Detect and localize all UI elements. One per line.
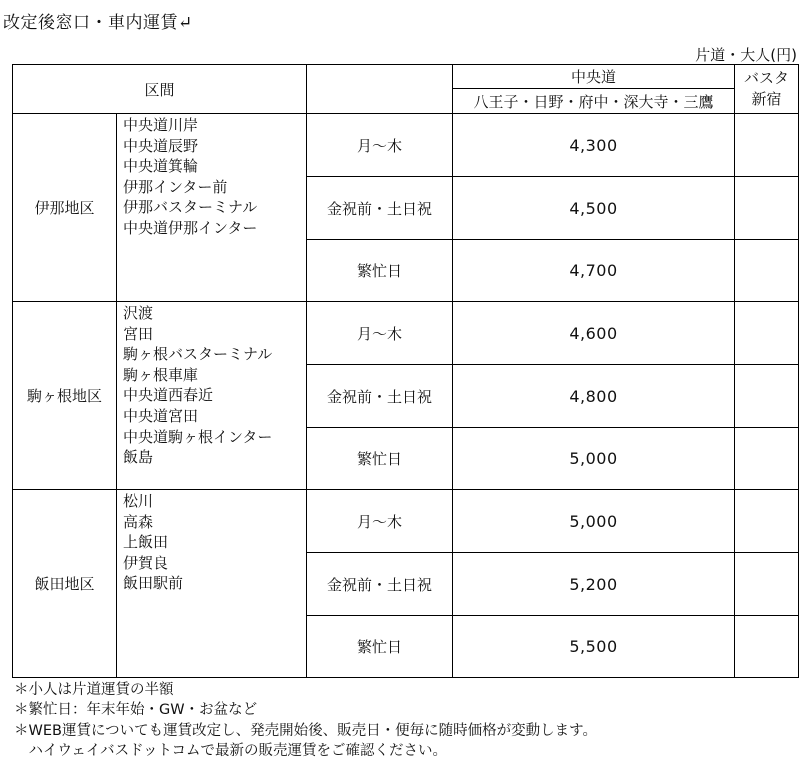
stop-name: 中央道駒ヶ根インター — [123, 427, 273, 446]
region-stops — [117, 302, 307, 490]
note-line: ＊繁忙日：年末年始・GW・お盆など — [14, 702, 258, 719]
fare-table — [12, 64, 799, 678]
fare-price: 5,200 — [453, 553, 735, 616]
basta-fare — [735, 490, 799, 553]
stop-name: 伊賀良 — [123, 553, 169, 572]
basta-fare — [735, 302, 799, 365]
note-line: ＊小人は片道運賃の半額 — [14, 682, 174, 698]
day-type: 繁忙日 — [307, 428, 453, 490]
table-row — [13, 302, 799, 365]
table-row — [13, 114, 799, 177]
stop-name: 中央道伊那インター — [123, 218, 258, 237]
day-type: 月～木 — [307, 302, 453, 365]
fare-price: 5,500 — [453, 616, 735, 678]
fare-price: 4,500 — [453, 177, 735, 240]
note-line: ＊WEB運賃についても運賃改定し、発売開始後、販売日・便毎に随時価格が変動します。 — [14, 722, 597, 739]
notes — [14, 680, 597, 762]
stop-name: 駒ヶ根車庫 — [123, 365, 199, 384]
stop-name: 伊那インター前 — [123, 177, 228, 196]
stop-name: 沢渡 — [123, 304, 154, 322]
table-row — [13, 490, 799, 553]
fare-price: 4,800 — [453, 365, 735, 428]
region-stops — [117, 490, 307, 678]
stop-name: 飯島 — [123, 448, 154, 467]
stop-name: 高森 — [123, 512, 154, 531]
header-basta-shinjuku — [735, 65, 799, 114]
note-line: ハイウェイバスドットコムで最新の販売運賃をご確認ください。 — [14, 743, 447, 760]
day-type: 繁忙日 — [307, 616, 453, 678]
day-type: 月～木 — [307, 114, 453, 177]
basta-fare — [735, 616, 799, 678]
header-chuodo-stops: 八王子・日野・府中・深大寺・三鷹 — [453, 89, 735, 114]
fare-price: 5,000 — [453, 428, 735, 490]
stop-name: 宮田 — [123, 324, 154, 343]
table-header-row — [13, 65, 799, 89]
header-section: 区間 — [13, 65, 307, 114]
header-day-type — [307, 65, 453, 114]
document-title: 改定後窓口・車内運賃↵ — [3, 13, 193, 33]
basta-fare — [735, 240, 799, 302]
day-type: 金祝前・土日祝 — [307, 177, 453, 240]
region-name: 飯田地区 — [13, 490, 117, 678]
region-name: 駒ヶ根地区 — [13, 302, 117, 490]
stop-name: 松川 — [123, 492, 154, 510]
basta-fare — [735, 114, 799, 177]
stop-name: 伊那バスターミナル — [123, 198, 258, 217]
stop-name: 上飯田 — [123, 533, 169, 552]
stop-name: 飯田駅前 — [123, 574, 184, 593]
header-basta-line1: バスタ — [744, 69, 790, 87]
stop-name: 中央道宮田 — [123, 406, 199, 425]
fare-price: 4,600 — [453, 302, 735, 365]
day-type: 金祝前・土日祝 — [307, 553, 453, 616]
day-type: 金祝前・土日祝 — [307, 365, 453, 428]
stop-name: 中央道川岸 — [123, 116, 199, 134]
stop-name: 中央道箕輪 — [123, 157, 199, 176]
stop-name: 中央道西春近 — [123, 386, 214, 405]
day-type: 月～木 — [307, 490, 453, 553]
fare-price: 4,700 — [453, 240, 735, 302]
basta-fare — [735, 177, 799, 240]
basta-fare — [735, 428, 799, 490]
header-basta-line2: 新宿 — [751, 90, 782, 108]
unit-label: 片道・大人(円) — [695, 46, 797, 64]
region-name: 伊那地区 — [13, 114, 117, 302]
basta-fare — [735, 365, 799, 428]
fare-price: 4,300 — [453, 114, 735, 177]
stop-name: 駒ヶ根バスターミナル — [123, 345, 273, 364]
day-type: 繁忙日 — [307, 240, 453, 302]
basta-fare — [735, 553, 799, 616]
header-chuodo: 中央道 — [453, 65, 735, 89]
region-stops — [117, 114, 307, 302]
fare-price: 5,000 — [453, 490, 735, 553]
stop-name: 中央道辰野 — [123, 136, 199, 155]
